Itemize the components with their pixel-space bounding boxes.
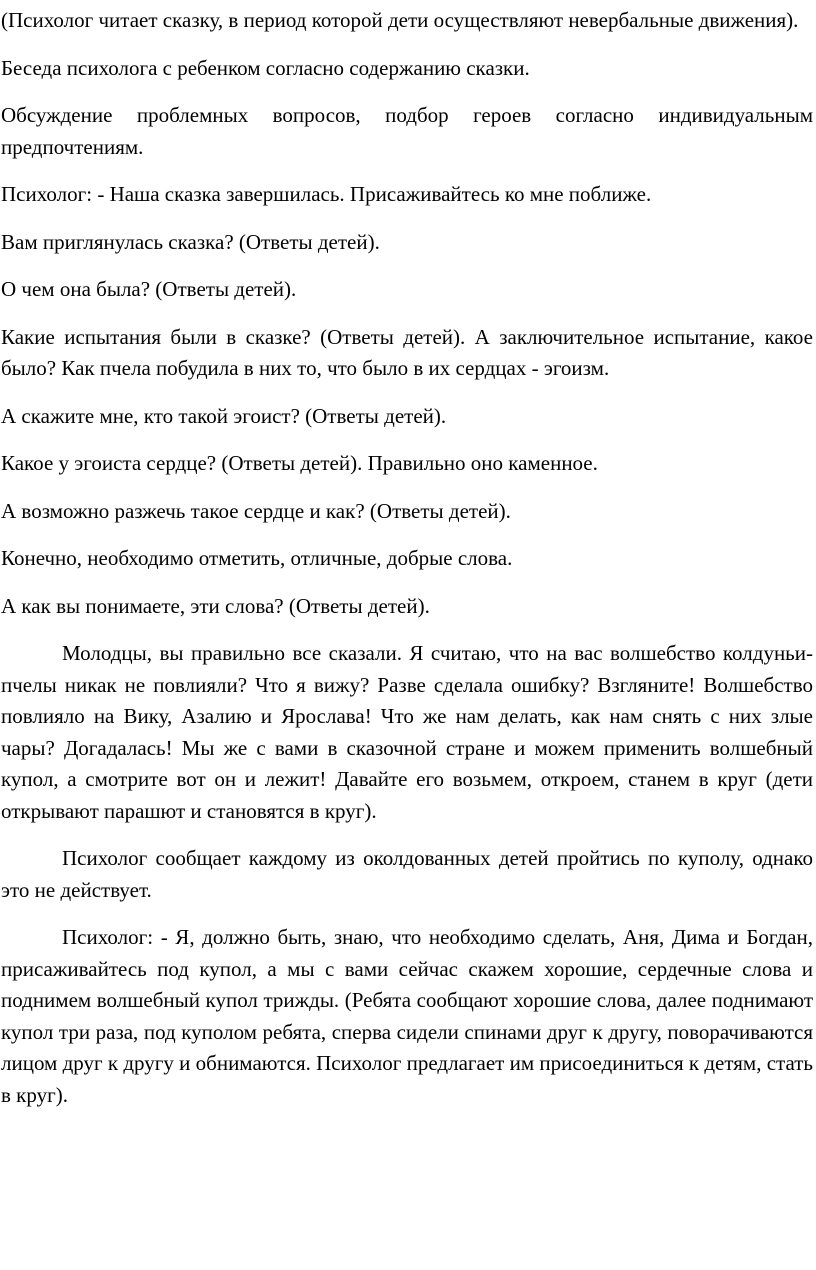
paragraph-14: Психолог сообщает каждому из околдованных детей пройтись по куполу, однако это не действует. xyxy=(1,846,813,902)
paragraph-2: Беседа психолога с ребенком согласно содержанию сказки. xyxy=(1,55,530,80)
paragraph-3: Обсуждение проблемных вопросов, подбор героев согласно индивидуальным предпочтениям. xyxy=(1,103,813,159)
paragraph-7: Какие испытания были в сказке? (Ответы детей). А заключительное испытание, какое было? Как пчела побудила в них то, что было в их сердцах - эгоизм. xyxy=(1,324,813,380)
paragraph-12: А как вы понимаете, эти слова? (Ответы детей). xyxy=(1,593,430,618)
paragraph-13: Молодцы, вы правильно все сказали. Я считаю, что на вас волшебство колдуньи-пчелы никак не повлияли? Что я вижу? Разве сделала ошибку? Взгляните! Волшебство повлияло на Вику, Азалию и Ярослава! Что же нам делать, как нам снять с них злые чары? Догадалась! Мы же с вами в сказочной стране и можем применить волшебный купол, а смотрите вот он и лежит! Давайте его возьмем, откроем, станем в круг (дети открывают парашют и становятся в круг). xyxy=(1,641,813,823)
paragraph-1: (Психолог читает сказку, в период которой дети осуществляют невербальные движения). xyxy=(1,8,799,32)
paragraph-6: О чем она была? (Ответы детей). xyxy=(1,277,297,301)
document-page xyxy=(0,5,816,1270)
paragraph-10: А возможно разжечь такое сердце и как? (Ответы детей). xyxy=(1,498,511,523)
paragraph-15: Психолог: - Я, должно быть, знаю, что необходимо сделать, Аня, Дима и Богдан, присаживайтесь под купол, а мы с вами сейчас скажем хорошие, сердечные слова и поднимем волшебный купол трижды. (Ребята сообщают хорошие слова, далее поднимают купол три раза, под куполом ребята, сперва сидели спинами друг к другу, поворачиваются лицом друг к другу и обнимаются. Психолог предлагает им присоединиться к детям, стать в круг). xyxy=(1,925,813,1107)
paragraph-9: Какое у эгоиста сердце? (Ответы детей). Правильно оно каменное. xyxy=(1,451,598,475)
paragraph-11: Конечно, необходимо отметить, отличные, добрые слова. xyxy=(1,546,513,570)
paragraph-4: Психолог: - Наша сказка завершилась. Присаживайтесь ко мне поближе. xyxy=(1,182,652,206)
paragraph-8: А скажите мне, кто такой эгоист? (Ответы детей). xyxy=(1,403,447,428)
paragraph-5: Вам приглянулась сказка? (Ответы детей). xyxy=(1,229,380,254)
